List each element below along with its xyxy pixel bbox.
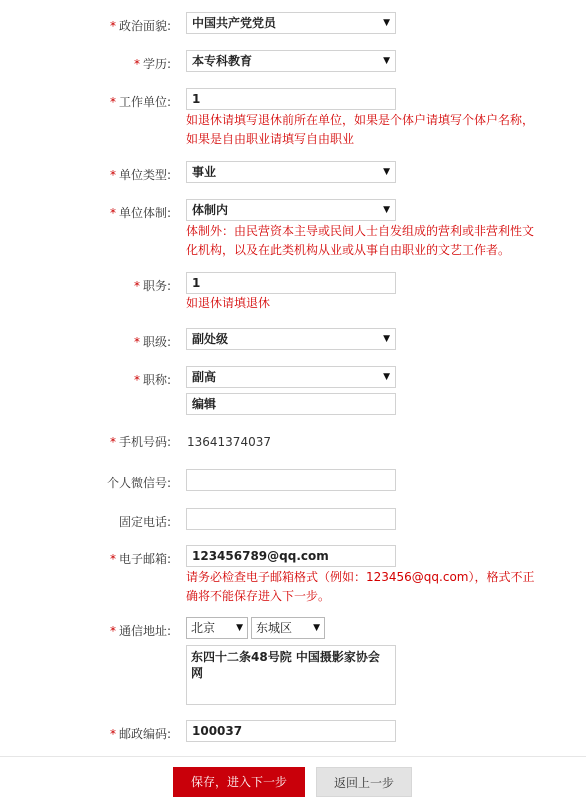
work-unit-hint-line2: 如果是自由职业请填写自由职业 bbox=[186, 132, 355, 146]
unit-system-label bbox=[110, 206, 171, 220]
row-mobile bbox=[0, 428, 586, 452]
unit-type-value: 事业 bbox=[192, 165, 217, 179]
row-wechat bbox=[0, 469, 586, 493]
wechat-label: 个人微信号: bbox=[106, 476, 171, 490]
address-detail-textarea[interactable] bbox=[186, 645, 396, 705]
email-label-text: 电子邮箱: bbox=[118, 552, 171, 566]
dropdown-arrow-icon: ▼ bbox=[383, 18, 390, 28]
address-detail-value: 东四十二条48号院 中国摄影家协会网 bbox=[191, 650, 380, 680]
work-unit-hint bbox=[186, 111, 546, 149]
dropdown-arrow-icon: ▼ bbox=[383, 372, 390, 382]
row-email bbox=[0, 545, 586, 605]
district-value: 东城区 bbox=[256, 621, 293, 635]
unit-type-label-text: 单位类型: bbox=[118, 168, 171, 182]
title-value: 副高 bbox=[192, 370, 217, 384]
email-value: 123456789@qq.com bbox=[192, 549, 329, 563]
address-label-text: 通信地址: bbox=[118, 624, 171, 638]
row-unit-type bbox=[0, 161, 586, 185]
position-input[interactable] bbox=[186, 272, 396, 294]
row-landline bbox=[0, 508, 586, 532]
dropdown-arrow-icon: ▼ bbox=[383, 56, 390, 66]
row-political-status bbox=[0, 12, 586, 36]
title-extra-input[interactable] bbox=[186, 393, 396, 415]
postcode-label bbox=[110, 727, 171, 741]
dropdown-arrow-icon: ▼ bbox=[383, 205, 390, 215]
dropdown-arrow-icon: ▼ bbox=[313, 623, 320, 633]
email-hint-line2: 确将不能保存进入下一步。 bbox=[186, 589, 331, 603]
education-value: 本专科教育 bbox=[192, 54, 253, 68]
work-unit-input[interactable] bbox=[186, 88, 396, 110]
row-title bbox=[0, 366, 586, 416]
district-select[interactable] bbox=[251, 617, 325, 639]
dropdown-arrow-icon: ▼ bbox=[383, 167, 390, 177]
title-label bbox=[134, 373, 171, 387]
required-mark: * bbox=[109, 206, 116, 220]
row-position bbox=[0, 272, 586, 314]
row-education bbox=[0, 50, 586, 74]
required-mark: * bbox=[109, 95, 116, 109]
email-label bbox=[110, 552, 171, 566]
required-mark: * bbox=[109, 624, 116, 638]
political-status-select[interactable] bbox=[186, 12, 396, 34]
mobile-value: 13641374037 bbox=[187, 435, 271, 449]
unit-system-select[interactable] bbox=[186, 199, 396, 221]
required-mark: * bbox=[133, 373, 140, 387]
rank-label-text: 职级: bbox=[142, 335, 171, 349]
position-hint: 如退休请填退休 bbox=[186, 296, 271, 310]
email-hint bbox=[186, 568, 546, 606]
rank-select[interactable] bbox=[186, 328, 396, 350]
title-label-text: 职称: bbox=[142, 373, 171, 387]
rank-value: 副处级 bbox=[192, 332, 229, 346]
mobile-label-text: 手机号码: bbox=[118, 435, 171, 449]
row-address bbox=[0, 617, 586, 709]
dropdown-arrow-icon: ▼ bbox=[383, 334, 390, 344]
city-select[interactable] bbox=[186, 617, 248, 639]
political-status-label-text: 政治面貌: bbox=[118, 19, 171, 33]
required-mark: * bbox=[109, 552, 116, 566]
required-mark: * bbox=[109, 727, 116, 741]
required-mark: * bbox=[133, 335, 140, 349]
required-mark: * bbox=[133, 279, 140, 293]
education-select[interactable] bbox=[186, 50, 396, 72]
unit-system-hint-line2: 化机构，以及在此类机构从业或从事自由职业的文艺工作者。 bbox=[186, 243, 511, 257]
work-unit-label-text: 工作单位: bbox=[118, 95, 171, 109]
form-footer bbox=[0, 756, 586, 800]
education-label bbox=[134, 57, 171, 71]
wechat-input[interactable] bbox=[186, 469, 396, 491]
rank-label bbox=[134, 335, 171, 349]
education-label-text: 学历: bbox=[142, 57, 171, 71]
postcode-input[interactable] bbox=[186, 720, 396, 742]
row-work-unit bbox=[0, 88, 586, 148]
unit-system-value: 体制内 bbox=[192, 203, 229, 217]
position-label bbox=[134, 279, 171, 293]
address-label bbox=[110, 624, 171, 638]
dropdown-arrow-icon: ▼ bbox=[236, 623, 243, 633]
row-rank bbox=[0, 328, 586, 352]
mobile-label bbox=[110, 435, 171, 449]
row-postcode bbox=[0, 720, 586, 744]
position-value: 1 bbox=[192, 276, 201, 290]
required-mark: * bbox=[109, 435, 116, 449]
required-mark: * bbox=[109, 168, 116, 182]
unit-system-hint-line1: 体制外：由民营资本主导或民间人士自发组成的营利或非营利性文 bbox=[186, 224, 535, 238]
email-input[interactable] bbox=[186, 545, 396, 567]
title-extra-value: 编辑 bbox=[192, 397, 217, 411]
landline-input[interactable] bbox=[186, 508, 396, 530]
required-mark: * bbox=[133, 57, 140, 71]
title-select[interactable] bbox=[186, 366, 396, 388]
unit-system-label-text: 单位体制: bbox=[118, 206, 171, 220]
email-hint-line1: 请务必检查电子邮箱格式（例如：123456@qq.com），格式不正 bbox=[186, 570, 535, 584]
unit-type-select[interactable] bbox=[186, 161, 396, 183]
city-value: 北京 bbox=[191, 621, 216, 635]
save-next-button[interactable]: 保存，进入下一步 bbox=[173, 767, 305, 797]
row-unit-system bbox=[0, 199, 586, 259]
landline-label: 固定电话: bbox=[118, 515, 171, 529]
back-button[interactable]: 返回上一步 bbox=[316, 767, 412, 797]
postcode-label-text: 邮政编码: bbox=[118, 727, 171, 741]
unit-system-hint bbox=[186, 222, 546, 260]
work-unit-value: 1 bbox=[192, 92, 201, 106]
work-unit-hint-line1: 如退休请填写退休前所在单位，如果是个体户请填写个体户名称， bbox=[186, 113, 535, 127]
position-label-text: 职务: bbox=[142, 279, 171, 293]
required-mark: * bbox=[109, 19, 116, 33]
political-status-value: 中国共产党党员 bbox=[192, 16, 277, 30]
postcode-value: 100037 bbox=[192, 724, 243, 738]
political-status-label bbox=[110, 19, 171, 33]
work-unit-label bbox=[110, 95, 171, 109]
unit-type-label bbox=[110, 168, 171, 182]
